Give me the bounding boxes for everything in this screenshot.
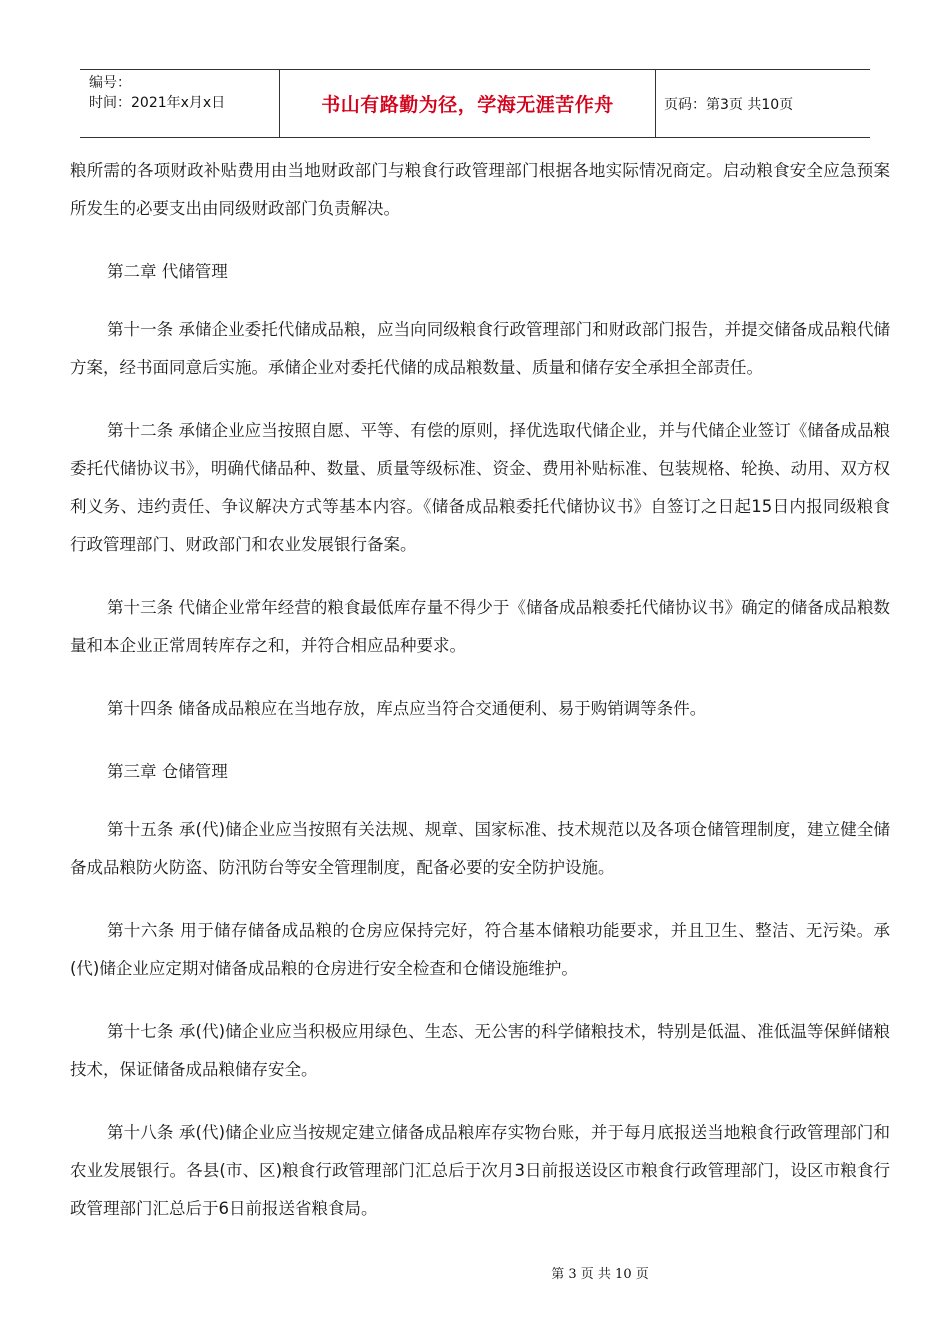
paragraph-continuation: 粮所需的各项财政补贴费用由当地财政部门与粮食行政管理部门根据各地实际情况商定。启动粮食安全应急预案所发生的必要支出由同级财政部门负责解决。: [70, 161, 890, 218]
document-body: [70, 152, 890, 1253]
article-11: 第十一条 承储企业委托代储成品粮，应当向同级粮食行政管理部门和财政部门报告，并提交储备成品粮代储方案，经书面同意后实施。承储企业对委托代储的成品粮数量、质量和储存安全承担全部责任。: [70, 320, 890, 377]
article-13: 第十三条 代储企业常年经营的粮食最低库存量不得少于《储备成品粮委托代储协议书》确定的储备成品粮数量和本企业正常周转库存之和，并符合相应品种要求。: [70, 598, 890, 655]
header-page-number: 页码：第3页 共10页: [664, 96, 794, 113]
document-number: 编号：: [89, 75, 131, 91]
article-12: 第十二条 承储企业应当按照自愿、平等、有偿的原则，择优选取代储企业，并与代储企业签订《储备成品粮委托代储协议书》，明确代储品种、数量、质量等级标准、资金、费用补贴标准、包装规格、轮换、动用、双方权利义务、违约责任、争议解决方式等基本内容。《储备成品粮委托代储协议书》自签订之日起15日内报同级粮食行政管理部门、财政部门和农业发展银行备案。: [70, 421, 890, 554]
chapter-heading-2: 第二章 代储管理: [107, 262, 228, 281]
article-16: 第十六条 用于储存储备成品粮的仓房应保持完好，符合基本储粮功能要求，并且卫生、整洁、无污染。承(代)储企业应定期对储备成品粮的仓房进行安全检查和仓储设施维护。: [70, 921, 890, 978]
document-date: 时间：2021年x月x日: [89, 95, 226, 111]
article-14: 第十四条 储备成品粮应在当地存放，库点应当符合交通便利、易于购销调等条件。: [107, 699, 707, 718]
article-17: 第十七条 承(代)储企业应当积极应用绿色、生态、无公害的科学储粮技术，特别是低温、准低温等保鲜储粮技术，保证储备成品粮储存安全。: [70, 1022, 890, 1079]
header-motto: 书山有路勤为径，学海无涯苦作舟: [280, 70, 656, 137]
header-meta: [80, 70, 280, 137]
page-header: [80, 69, 870, 138]
article-18: 第十八条 承(代)储企业应当按规定建立储备成品粮库存实物台账，并于每月底报送当地粮食行政管理部门和农业发展银行。各县(市、区)粮食行政管理部门汇总后于次月3日前报送设区市粮食行政管理部门，设区市粮食行政管理部门汇总后于6日前报送省粮食局。: [70, 1123, 890, 1218]
chapter-heading-3: 第三章 仓储管理: [107, 762, 228, 781]
page-footer: 第 3 页 共 10 页: [551, 1267, 649, 1282]
article-15: 第十五条 承(代)储企业应当按照有关法规、规章、国家标准、技术规范以及各项仓储管理制度，建立健全储备成品粮防火防盗、防汛防台等安全管理制度，配备必要的安全防护设施。: [70, 820, 890, 877]
